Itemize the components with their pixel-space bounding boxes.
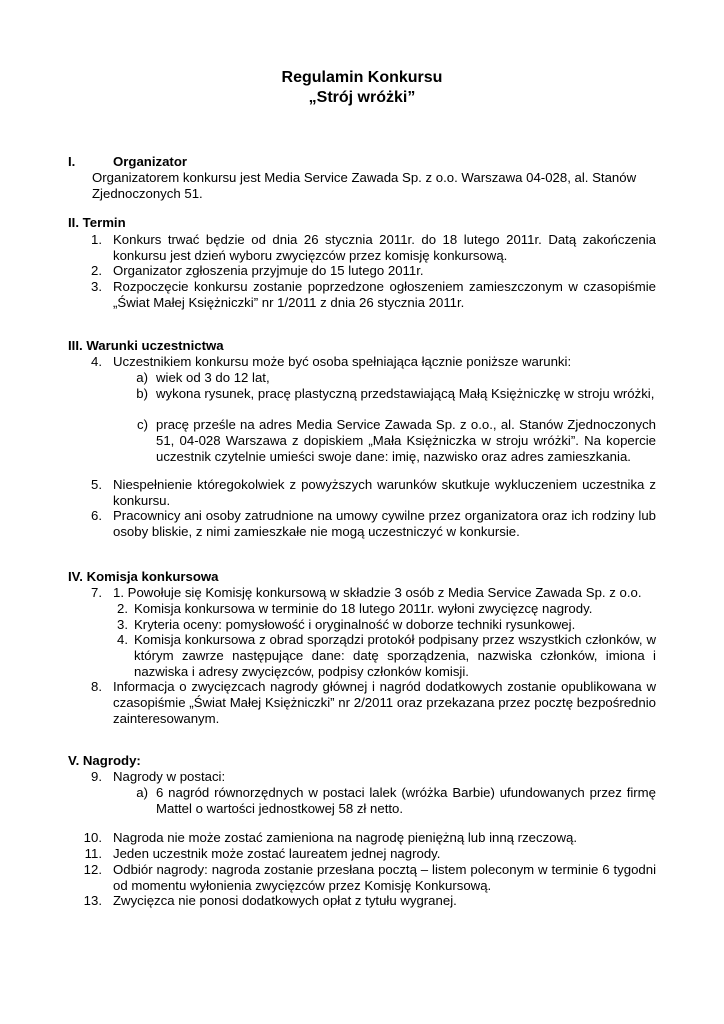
- list-item: Pracownicy ani osoby zatrudnione na umowy cywilne przez organizatora oraz ich rodziny lub osoby bliskie, z nimi zamieszkałe nie mogą uczestniczyć w konkursie.: [113, 508, 656, 539]
- sub-list-item: Komisja konkursowa z obrad sporządzi protokół podpisany przez wszystkich członków, w którym zawrze następujące dane: datę sporządzenia, nazwiska członków, imiona i nazwiska i adresy zwycięzców, podpisy członków komisji.: [134, 632, 656, 679]
- section-number: I.: [68, 154, 76, 169]
- sub-list-item: 6 nagród równorzędnych w postaci lalek (wróżka Barbie) ufundowanych przez firmę Mattel o wartości jednostkowej 58 zł netto.: [156, 785, 656, 816]
- list-letter: a): [136, 370, 148, 385]
- organizator-text-line1: Organizatorem konkursu jest Media Service Zawada Sp. z o.o. Warszawa 04-028, al. Stanów: [92, 170, 637, 185]
- list-number: 12.: [83, 862, 102, 877]
- sub-list-item: wiek od 3 do 12 lat,: [156, 370, 270, 385]
- sub-list-item: Komisja konkursowa w terminie do 18 lutego 2011r. wyłoni zwycięzcę nagrody.: [134, 601, 593, 616]
- list-item: Organizator zgłoszenia przyjmuje do 15 lutego 2011r.: [113, 263, 424, 278]
- list-item: Rozpoczęcie konkursu zostanie poprzedzone ogłoszeniem zamieszczonym w czasopiśmie „Świat Małej Księżniczki” nr 1/2011 z dnia 26 stycznia 2011r.: [113, 279, 656, 310]
- contest-name: „Strój wróżki”: [308, 89, 416, 106]
- list-number: 3.: [91, 279, 102, 294]
- section-heading-warunki: III. Warunki uczestnictwa: [68, 338, 224, 353]
- section-heading-termin: II. Termin: [68, 215, 126, 230]
- list-item: Uczestnikiem konkursu może być osoba spełniająca łącznie poniższe warunki:: [113, 354, 572, 369]
- section-title: Organizator: [113, 154, 188, 169]
- list-letter: c): [137, 417, 148, 432]
- list-number: 7.: [91, 585, 102, 600]
- sub-list-item: Kryteria oceny: pomysłowość i oryginalność w doborze techniki rysunkowej.: [134, 617, 576, 632]
- list-number: 1.: [91, 232, 102, 247]
- list-item: Jeden uczestnik może zostać laureatem jednej nagrody.: [113, 846, 441, 861]
- list-number: 6.: [91, 508, 102, 523]
- list-item: Niespełnienie któregokolwiek z powyższych warunków skutkuje wykluczeniem uczestnika z konkursu.: [113, 477, 656, 508]
- list-number: 11.: [84, 846, 102, 861]
- sub-list-number: 3.: [117, 617, 128, 632]
- sub-list-number: 2.: [117, 601, 128, 616]
- list-item: Nagrody w postaci:: [113, 769, 226, 784]
- sub-list-number: 4.: [117, 632, 128, 647]
- list-item: Zwycięzca nie ponosi dodatkowych opłat z tytułu wygranej.: [113, 893, 457, 908]
- list-number: 13.: [83, 893, 102, 908]
- list-letter: a): [136, 785, 148, 800]
- list-number: 9.: [91, 769, 102, 784]
- list-number: 2.: [91, 263, 102, 278]
- list-number: 8.: [91, 679, 102, 694]
- section-heading-organizator: [68, 154, 187, 170]
- list-letter: b): [136, 386, 148, 401]
- document-title: Regulamin Konkursu: [281, 69, 443, 86]
- sub-list-item: wykona rysunek, pracę plastyczną przedstawiającą Małą Księżniczkę w stroju wróżki,: [156, 386, 655, 401]
- section-heading-komisja: IV. Komisja konkursowa: [68, 569, 219, 584]
- sub-list-item: pracę prześle na adres Media Service Zawada Sp. z o.o., al. Stanów Zjednoczonych 51, 04-028 Warszawa z dopiskiem „Mała Księżniczka w stroju wróżki”. Na kopercie uczestnik czytelnie umieści swoje dane: imię, nazwisko oraz adres zamieszkania.: [156, 417, 656, 464]
- list-item: Informacja o zwycięzcach nagrody głównej i nagród dodatkowych zostanie opublikowana w czasopiśmie „Świat Małej Księżniczki” nr 2/2011 oraz przekazana przez pocztę bezpośrednio zainteresowanym.: [113, 679, 656, 726]
- organizator-text-line2: Zjednoczonych 51.: [92, 186, 203, 201]
- list-item: Konkurs trwać będzie od dnia 26 stycznia 2011r. do 18 lutego 2011r. Datą zakończenia konkursu jest dzień wyboru zwycięzców przez komisję konkursową.: [113, 232, 656, 263]
- list-number: 10.: [83, 830, 102, 845]
- list-item: 1. Powołuje się Komisję konkursową w składzie 3 osób z Media Service Zawada Sp. z o.o.: [113, 585, 642, 600]
- list-number: 4.: [91, 354, 102, 369]
- list-item: Odbiór nagrody: nagroda zostanie przesłana pocztą – listem poleconym w terminie 6 tygodni od momentu wyłonienia zwycięzców przez Komisję Konkursową.: [113, 862, 656, 893]
- section-heading-nagrody: V. Nagrody:: [68, 753, 141, 768]
- list-number: 5.: [91, 477, 102, 492]
- list-item: Nagroda nie może zostać zamieniona na nagrodę pieniężną lub inną rzeczową.: [113, 830, 578, 845]
